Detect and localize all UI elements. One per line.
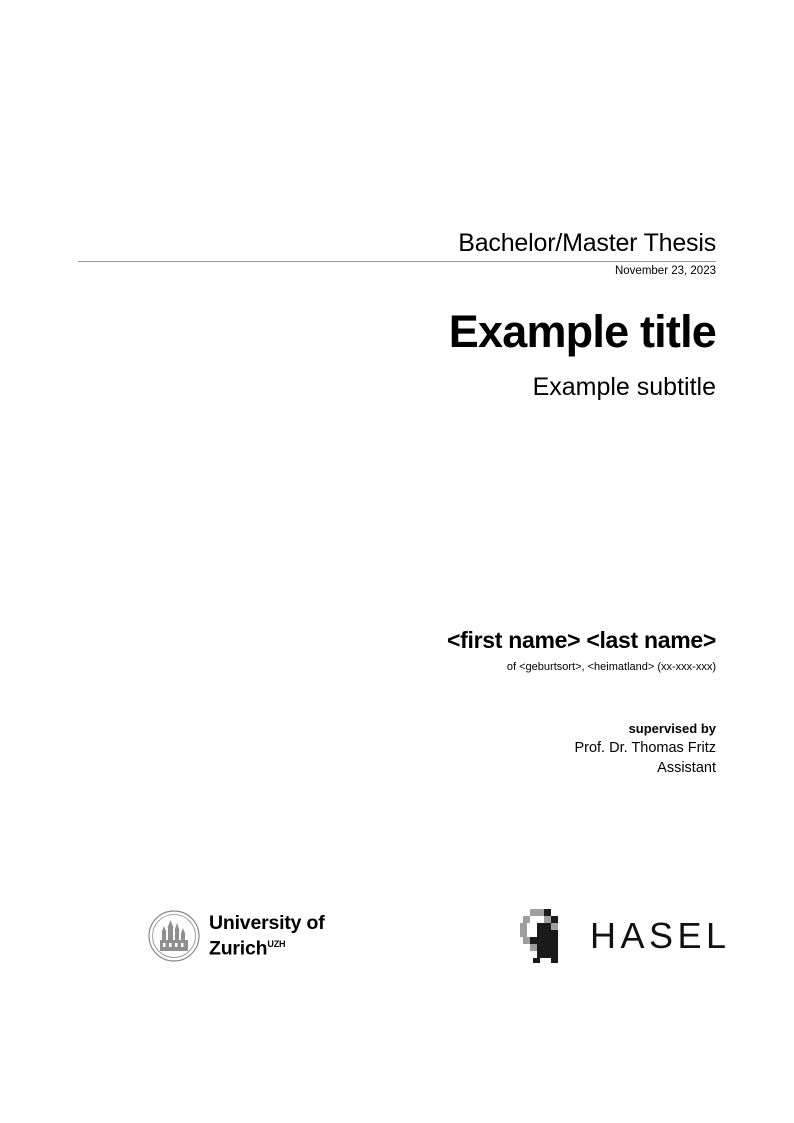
- author-origin: of <geburtsort>, <heimatland> (xx-xxx-xxx): [506, 661, 716, 673]
- university-wordmark: [209, 913, 325, 960]
- page-title: Example title: [448, 306, 716, 357]
- supervisor-name: Prof. Dr. Thomas Fritz: [574, 740, 716, 756]
- university-line-1: University of: [209, 911, 325, 934]
- author-block: [78, 626, 716, 674]
- university-line-2: Zurich: [209, 937, 268, 960]
- lab-wordmark: HASEL: [590, 915, 731, 956]
- university-logo: [148, 910, 325, 962]
- document-date: November 23, 2023: [614, 265, 716, 277]
- assistant-name: Assistant: [657, 760, 716, 776]
- author-name: <first name> <last name>: [447, 627, 716, 653]
- supervised-by-label: supervised by: [628, 721, 716, 736]
- university-abbrev: UZH: [267, 938, 286, 949]
- page-subtitle: Example subtitle: [532, 373, 716, 401]
- hasel-squirrel-icon: [520, 909, 578, 963]
- supervision-block: [78, 719, 716, 778]
- title-block: [78, 306, 716, 402]
- header-divider: [78, 261, 716, 262]
- document-type: Bachelor/Master Thesis: [458, 229, 716, 257]
- uzh-seal-icon: [148, 910, 200, 962]
- document-header: [78, 228, 716, 278]
- lab-logo: [520, 909, 731, 963]
